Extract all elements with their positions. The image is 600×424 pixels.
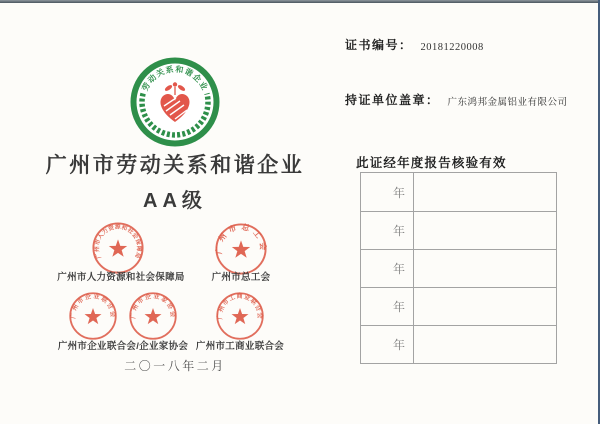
table-row: [361, 173, 556, 211]
year-cell: 年: [361, 250, 414, 287]
year-cell: 年: [361, 326, 414, 363]
table-row: [361, 287, 556, 325]
holder-seal-field: [345, 91, 568, 108]
year-cell: 年: [361, 212, 414, 249]
holder-company-name: 广东鸿邦金属铝业有限公司: [447, 97, 568, 108]
seal-arc-text: 广州市企业联合会: [70, 293, 116, 319]
certificate-grade: AA级: [143, 190, 207, 212]
seal-arc-text: 广州市工商业联合会: [218, 294, 262, 320]
year-cell: 年: [361, 173, 414, 211]
seal-label-federation-of-industry-commerce: 广州市工商业联合会: [195, 341, 285, 352]
table-row: [361, 211, 556, 249]
annual-check-table: [360, 172, 557, 364]
seal-entrepreneurs-association: [128, 291, 178, 341]
blank-cell: [414, 212, 556, 249]
certificate-number-value: 20181220008: [420, 42, 484, 53]
seal-arc-text: 广州市总工会: [214, 222, 268, 255]
seal-enterprise-confederation: [68, 291, 118, 341]
certificate-title: 广州市劳动关系和谐企业: [45, 154, 305, 177]
seal-arc-text: 广州市企业家协会: [130, 293, 176, 319]
seal-label-enterprise-confederation: 广州市企业联合会/企业家协会: [57, 341, 189, 352]
holder-seal-label: 持证单位盖章：: [345, 93, 440, 107]
blank-cell: [414, 326, 556, 363]
certificate-number-label: 证书编号：: [345, 38, 413, 52]
seal-federation-of-industry-commerce: [215, 291, 265, 341]
year-cell: 年: [361, 288, 414, 325]
blank-cell: [414, 250, 556, 287]
certificate-number-field: [345, 36, 484, 53]
table-row: [361, 249, 556, 287]
annual-check-heading: 此证经年度报告核验有效: [356, 156, 507, 170]
issue-date: 二〇一八年二月: [124, 359, 226, 373]
seal-human-resources-bureau: [91, 221, 145, 275]
seal-arc-text: 广州市人力资源和社会保障局: [94, 224, 142, 260]
blank-cell: [414, 288, 556, 325]
scan-edge-top: [0, 0, 600, 3]
seal-label-federation-of-trade-unions: 广州市总工会: [211, 272, 271, 283]
seal-federation-of-trade-unions: [214, 222, 268, 276]
harmonious-enterprise-logo: [118, 54, 232, 150]
table-row: [361, 325, 556, 363]
logo-arc-text: 劳动关系和谐企业: [140, 64, 210, 93]
blank-cell: [414, 173, 556, 211]
seal-label-human-resources-bureau: 广州市人力资源和社会保障局: [57, 272, 185, 283]
